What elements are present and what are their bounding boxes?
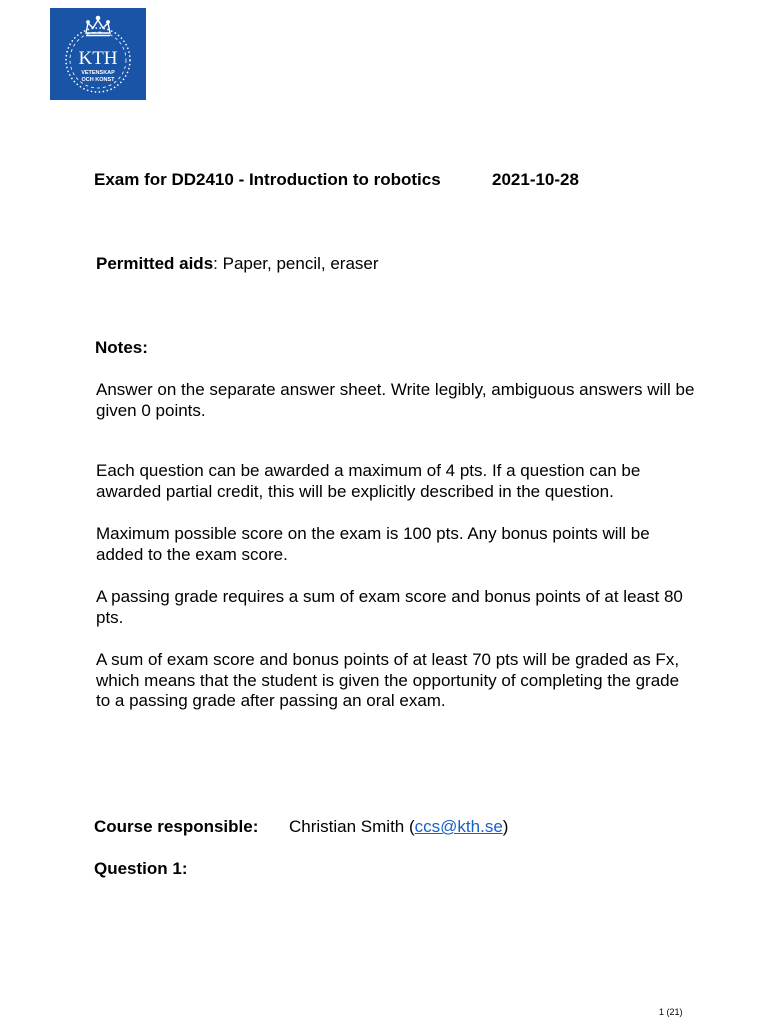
course-responsible-contact	[289, 817, 508, 837]
course-responsible	[94, 817, 509, 837]
logo-subtitle-line2: OCH KONST	[81, 77, 115, 83]
permitted-aids	[96, 254, 379, 274]
note-paragraph: Maximum possible score on the exam is 100 pts. Any bonus points will be added to the exam score.	[96, 524, 650, 564]
note-paragraph: A passing grade requires a sum of exam score and bonus points of at least 80 pts.	[96, 587, 683, 627]
page-number: 1 (21)	[659, 1007, 683, 1017]
course-email-link[interactable]: ccs@kth.se	[414, 817, 503, 836]
note-paragraph: Each question can be awarded a maximum of 4 pts. If a question can be awarded partial credit, this will be explicitly described in the question.	[96, 461, 641, 501]
note-paragraph: A sum of exam score and bonus points of at least 70 pts will be graded as Fx, which means that the student is given the opportunity of completing the grade to a passing grade after passing an oral exam.	[96, 650, 680, 710]
course-responsible-label: Course responsible:	[94, 817, 259, 836]
exam-title-line	[94, 170, 579, 190]
kth-logo-graphic	[50, 8, 146, 100]
logo-subtitle-line1: VETENSKAP	[81, 70, 115, 76]
close-paren: )	[502, 817, 509, 836]
permitted-aids-label: Permitted aids	[96, 254, 214, 273]
open-paren: (	[404, 817, 415, 836]
kth-logo	[50, 8, 146, 100]
note-paragraph: Answer on the separate answer sheet. Write legibly, ambiguous answers will be given 0 points.	[96, 380, 695, 420]
course-responsible-name: Christian Smith	[289, 817, 405, 836]
question-heading: Question 1:	[94, 859, 188, 878]
permitted-aids-value: Paper, pencil, eraser	[222, 254, 379, 273]
permitted-aids-separator: :	[213, 254, 223, 273]
logo-kth-text: KTH	[78, 48, 118, 69]
exam-title: Exam for DD2410 - Introduction to robotics	[94, 170, 441, 189]
notes-heading: Notes:	[95, 338, 148, 357]
exam-date: 2021-10-28	[492, 170, 579, 189]
